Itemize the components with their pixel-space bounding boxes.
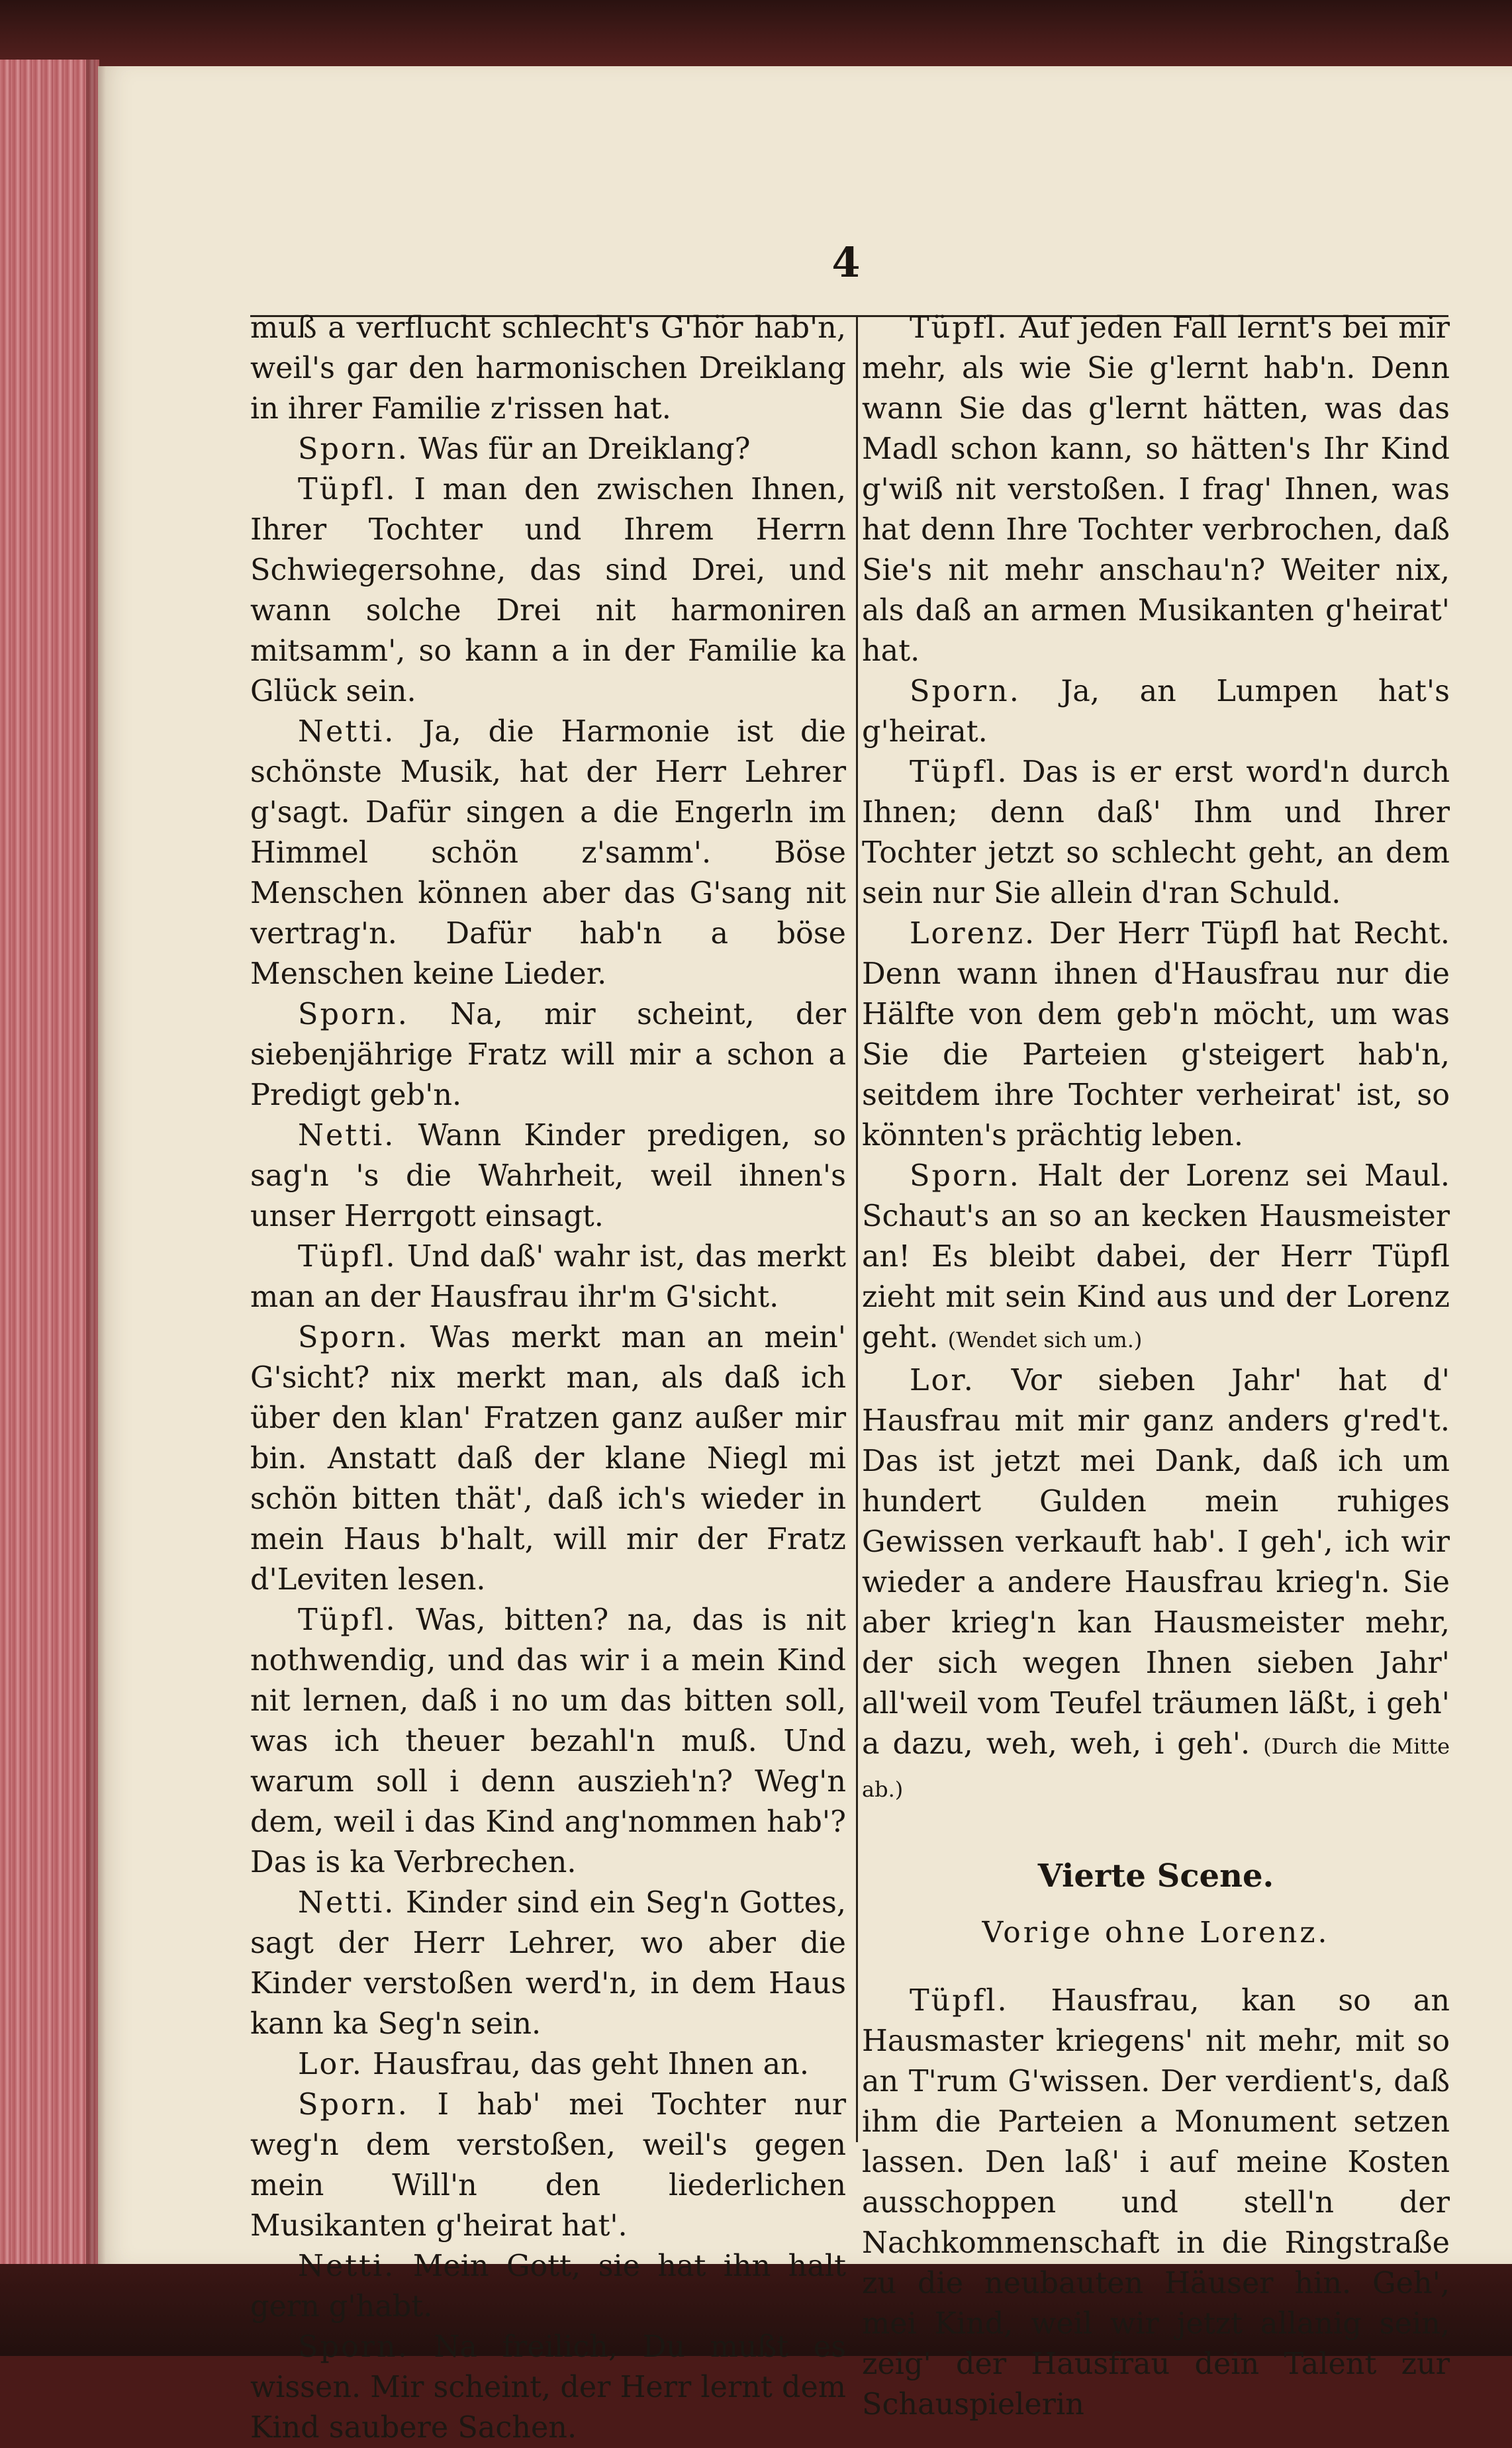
dialogue-paragraph	[250, 308, 846, 429]
dialogue-text: Was für an Dreiklang?	[418, 432, 751, 466]
dialogue-text: Das is er erst word'n durch Ihnen; denn daß' Ihm und Ihrer Tochter jetzt so schlecht geht, an dem sein nur Sie allein d'ran Schuld.	[862, 755, 1450, 910]
scene-heading: Vierte Scene.	[1037, 1858, 1274, 1895]
dialogue-text: Vor sieben Jahr' hat d' Hausfrau mit mir ganz anders g'red't. Das ist jetzt mei Dank, daß ich um hundert Gulden mein ruhiges Gewissen verkauft hab'. I geh', ich wir wieder a andere Hausfrau krieg'n. Sie aber krieg'n kan Hausmeister mehr, der sich wegen Ihnen sieben Jahr' all'weil vom Teufel träumen läßt, i geh' a dazu, weh, weh, i geh'.	[862, 1364, 1450, 1761]
book-page-edges	[0, 60, 99, 2337]
speaker-name: Tüpfl.	[910, 755, 1009, 789]
dialogue-paragraph	[862, 1360, 1450, 1810]
dialogue-text: Was merkt man an mein' G'sicht? nix merkt man, als daß ich über den klan' Fratzen ganz außer mir bin. Anstatt daß der klane Niegl mi schön bitten thät', daß ich's wieder in mein Haus b'halt, will mir der Fratz d'Leviten lesen.	[250, 1321, 846, 1597]
gutter-shadow	[86, 60, 106, 2337]
dialogue-paragraph	[250, 1317, 846, 1600]
speaker-name: Netti.	[298, 1886, 396, 1920]
dialogue-text: I hab' mei Tochter nur weg'n dem verstoßen, weil's gegen mein Will'n den liederlichen Musikanten g'heirat hat'.	[250, 2088, 847, 2243]
page-number: 4	[831, 238, 861, 287]
speaker-name: Netti.	[298, 715, 396, 749]
dialogue-text: muß a verflucht schlecht's G'hör hab'n, weil's gar den harmonischen Dreiklang in ihrer Familie z'rissen hat.	[250, 311, 846, 426]
dialogue-paragraph	[250, 1600, 846, 1883]
dialogue-text: Kinder sind ein Seg'n Gottes, sagt der Herr Lehrer, wo aber die Kinder verstoßen werd'n, in dem Haus kann ka Seg'n sein.	[250, 1886, 847, 2041]
speaker-name: Sporn.	[910, 1159, 1021, 1193]
speaker-name: Sporn.	[298, 1321, 409, 1354]
dialogue-text: Mein Gott, sie hat ihn halt gern g'habt.	[250, 2249, 846, 2324]
stage-direction: (Wendet sich um.)	[947, 1327, 1143, 1352]
dialogue-paragraph	[862, 914, 1450, 1156]
scene-subheading: Vorige ohne Lorenz.	[982, 1916, 1330, 1950]
speaker-name: Lor.	[910, 1364, 975, 1397]
dialogue-paragraph	[250, 2044, 846, 2085]
dialogue-paragraph	[250, 2085, 846, 2246]
speaker-name: Sporn.	[298, 2088, 409, 2122]
stage-direction: (Durch die Mitte ab.)	[862, 1734, 1450, 1802]
left-column	[250, 308, 846, 2448]
dialogue-paragraph	[250, 469, 846, 712]
dialogue-paragraph	[250, 429, 846, 469]
dialogue-text: Halt der Lorenz sei Maul. Schaut's an so an kecken Hausmeister an! Es bleibt dabei, der Herr Tüpfl zieht mit sein Kind aus und der Lorenz geht.	[862, 1159, 1450, 1354]
speaker-name: Tüpfl.	[298, 1240, 397, 1274]
dialogue-text: Hausfrau, das geht Ihnen an.	[373, 2048, 809, 2081]
dialogue-paragraph	[250, 2246, 846, 2327]
right-column	[862, 308, 1450, 2425]
speaker-name: Tüpfl.	[910, 1984, 1009, 2018]
speaker-name: Tüpfl.	[298, 473, 397, 506]
dialogue-text: Na freilich, Du mußt es wissen. Mir scheint, der Herr lernt dem Kind saubere Sachen.	[250, 2330, 846, 2445]
speaker-name: Lor.	[298, 2048, 363, 2081]
speaker-name: Lorenz.	[910, 917, 1037, 951]
speaker-name: Tüpfl.	[910, 311, 1009, 345]
dialogue-text: Ja, die Harmonie ist die schönste Musik, hat der Herr Lehrer g'sagt. Dafür singen a die Engerln im Himmel schön z'samm'. Böse Menschen können aber das G'sang nit vertrag'n. Dafür hab'n a böse Menschen keine Lieder.	[250, 715, 846, 991]
column-divider	[856, 315, 858, 2142]
dialogue-text: Ja, an Lumpen hat's g'heirat.	[862, 675, 1450, 749]
dialogue-text: Wann Kinder predigen, so sag'n 's die Wahrheit, weil ihnen's unser Herrgott einsagt.	[250, 1119, 846, 1233]
book-spine-shadow	[0, 0, 1512, 73]
dialogue-text: I man den zwischen Ihnen, Ihrer Tochter und Ihrem Herrn Schwiegersohne, das sind Drei, und wann solche Drei nit harmoniren mitsamm', so kann a in der Familie ka Glück sein.	[250, 473, 846, 708]
dialogue-paragraph	[250, 1883, 846, 2044]
dialogue-paragraph	[862, 308, 1450, 671]
dialogue-text: Na, mir scheint, der siebenjährige Fratz will mir a schon a Predigt geb'n.	[250, 998, 846, 1112]
dialogue-paragraph	[862, 1981, 1450, 2425]
speaker-name: Sporn.	[910, 675, 1021, 708]
dialogue-paragraph	[250, 1115, 846, 1237]
speaker-name: Netti.	[298, 2249, 396, 2283]
dialogue-paragraph	[250, 2327, 846, 2448]
dialogue-paragraph	[250, 1237, 846, 1317]
dialogue-text: Der Herr Tüpfl hat Recht. Denn wann ihnen d'Hausfrau nur die Hälfte von dem geb'n möcht, um was Sie die Parteien g'steigert hab'n, seitdem ihre Tochter verheirat' ist, so könnten's prächtig leben.	[862, 917, 1450, 1153]
speaker-name: Tüpfl.	[298, 1603, 397, 1637]
speaker-name: Sporn.	[298, 432, 409, 466]
dialogue-paragraph	[250, 712, 846, 994]
speaker-name: Netti.	[298, 1119, 396, 1153]
dialogue-text: Und daß' wahr ist, das merkt man an der Hausfrau ihr'm G'sicht.	[250, 1240, 846, 1314]
dialogue-paragraph	[862, 671, 1450, 752]
dialogue-paragraph	[250, 994, 846, 1115]
dialogue-paragraph	[862, 752, 1450, 914]
speaker-name: Sporn.	[298, 998, 409, 1031]
speaker-name: Sporn.	[298, 2330, 409, 2364]
dialogue-paragraph	[862, 1156, 1450, 1360]
dialogue-text: Was, bitten? na, das is nit nothwendig, und das wir i a mein Kind nit lernen, daß i no um das bitten soll, was ich theuer bezahl'n muß. Und warum soll i denn auszieh'n? Weg'n dem, weil i das Kind ang'nommen hab'? Das is ka Verbrechen.	[250, 1603, 846, 1879]
dialogue-text: Auf jeden Fall lernt's bei mir mehr, als wie Sie g'lernt hab'n. Denn wann Sie das g'lernt hätten, was das Madl schon kann, so hätten's Ihr Kind g'wiß nit verstoßen. I frag' Ihnen, was hat denn Ihre Tochter verbrochen, daß Sie's nit mehr anschau'n? Weiter nix, als daß an armen Musikanten g'heirat' hat.	[862, 311, 1450, 668]
dialogue-text: Hausfrau, kan so an Hausmaster kriegens' nit mehr, mit so an T'rum G'wissen. Der verdient's, daß ihm die Parteien a Monument setzen lassen. Den laß' i auf meine Kosten ausschoppen und stell'n der Nachkommenschaft in die Ringstraße zu die neubauten Häuser hin. Geh', mei Kind, weil wir jetzt allanig sein, zeig' der Hausfrau dein Talent zur Schauspielerin	[862, 1984, 1450, 2422]
